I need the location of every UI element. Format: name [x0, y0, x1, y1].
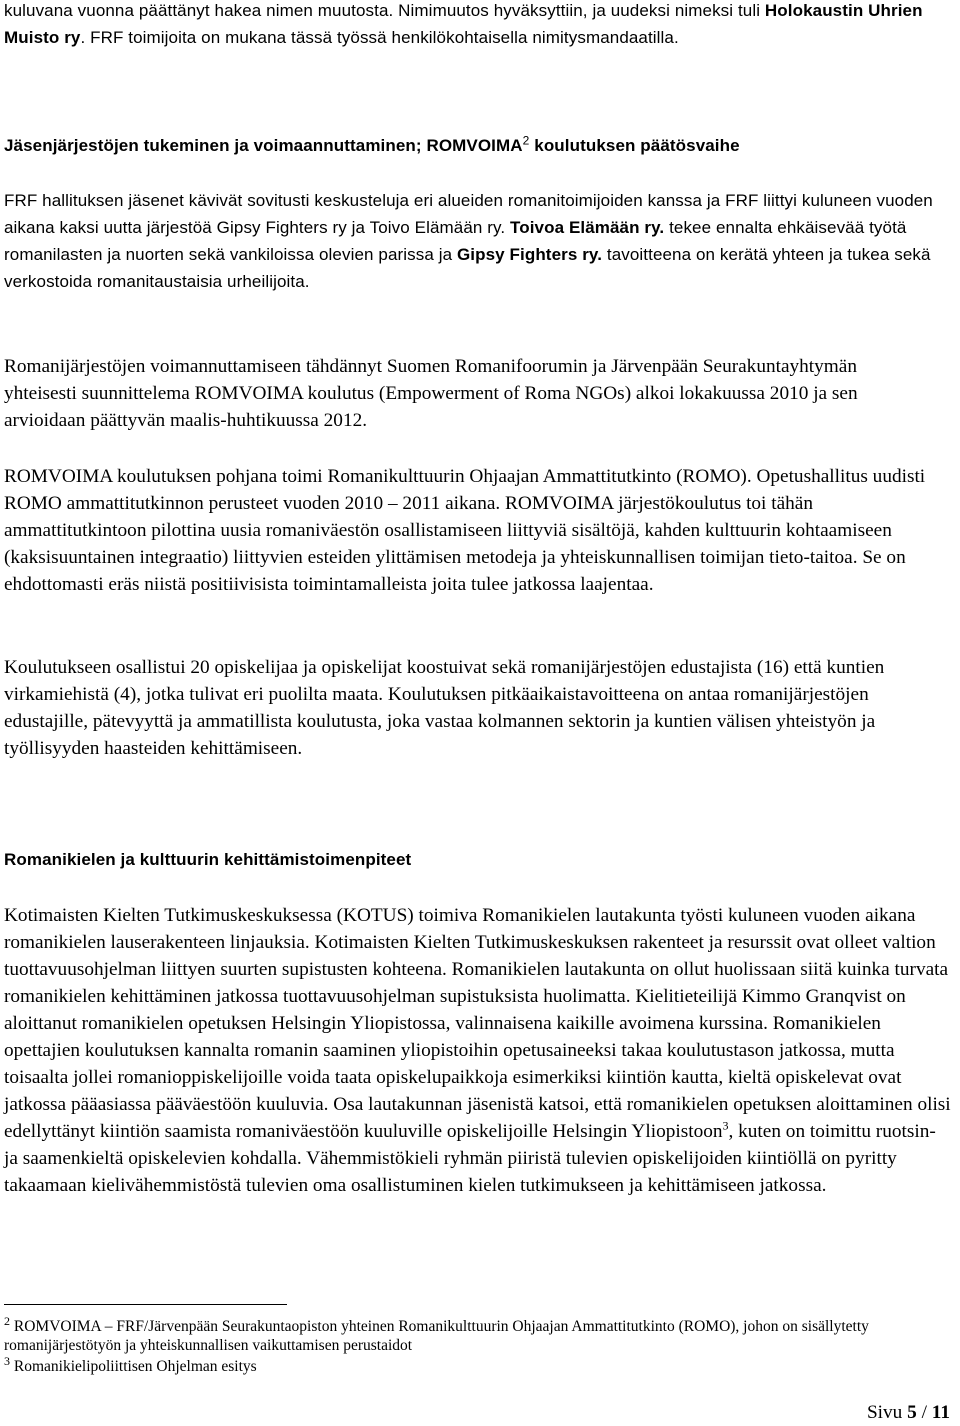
footnote-2	[4, 1313, 952, 1355]
section1-heading-text: Jäsenjärjestöjen tukeminen ja voimaannuttaminen; ROMVOIMA	[4, 136, 523, 155]
s2p1-text-2: , kuten on toimittu ruotsin- ja saamenkieltä opiskelevien kohdalla. Vähemmistökieli ryhmän piiristä tulevien opiskelijoiden kiintiöllä on pyritty takaamaan kielivähemmistöstä tulevien oma osallistuminen kielen tutkimukseen ja kehittämiseen jatkossa.	[4, 1121, 936, 1196]
s2p1-text-1: Kotimaisten Kielten Tutkimuskeskuksessa (KOTUS) toimiva Romanikielen lautakunta työsti kuluneen vuoden aikana romanikielen lauserakenteen linjauksia. Kotimaisten Kielten Tutkimuskeskuksen rakenteet ja resurssit ovat olleet valtion tuottavuusohjelman liittyen suurten supistusten kohteena. Romanikielen lautakunta on ollut huolissaan siitä kuinka turvata romanikielen kehittäminen jatkossa tuottavuusohjelman supistuksista huolimatta. Kielitieteilijä Kimmo Granqvist on aloittanut romanikielen opetuksen Helsingin Yliopistossa, valinnaisena kaikille avoimena kurssina. Romanikielen opettajien koulutuksen kannalta romanin saaminen yliopistoihin opetusaineeksi takaa koulutustason jatkossa, mutta toisaalta jollei romanioppiskelijoille voida taata opiskelupaikkoja esimerkiksi kiintiön kautta, kieltä opiskelevat ovat jatkossa pääasiassa pääväestöön kuuluvia. Osa lautakunnan jäsenistä katsoi, että romanikielen opetuksen aloittaminen olisi edellyttänyt kiintiön saamista romaniväestöön kuuluville opiskelijoille Helsingin Yliopistoon	[4, 905, 951, 1142]
footnote-2-number: 2	[4, 1313, 10, 1328]
section1-paragraph-1	[4, 187, 952, 295]
footnote-divider	[4, 1304, 287, 1305]
intro-name-bold: Holokaustin Uhrien Muisto ry	[4, 1, 923, 47]
footnote-3-number: 3	[4, 1353, 10, 1368]
section1-paragraph-4: Koulutukseen osallistui 20 opiskelijaa ja opiskelijat koostuivat sekä romanijärjestöjen edustajista (16) että kuntien virkamiehistä (4), jotka tulivat eri puolilta maata. Koulutuksen pitkäaikaistavoitteena on antaa romanijärjestöjen edustajille, pätevyyttä ja ammatillista koulutusta, joka vastaa kolmannen sektorin ja kuntien välisen yhteistyön ja työllisyyden haasteiden kehittämiseen.	[4, 657, 885, 759]
intro-text: kuluvana vuonna päättänyt hakea nimen muutosta. Nimimuutos hyväksyttiin, ja uudeksi nimeksi tuli	[4, 1, 765, 20]
page-number-label: Sivu	[866, 1402, 908, 1423]
footnote-ref-2: 2	[522, 133, 530, 148]
page-number-current: 5	[907, 1402, 917, 1423]
footnote-3	[4, 1353, 952, 1376]
s1p1-bold-2: Gipsy Fighters ry.	[456, 245, 603, 264]
footnote-ref-3: 3	[722, 1118, 729, 1133]
s1p1-text-1: FRF hallituksen jäsenet kävivät sovitusti keskusteluja eri alueiden romanitoimijoiden kanssa ja FRF liittyi kuluneen vuoden aikana kaksi uutta järjestöä Gipsy Fighters ry ja Toivo Elämään ry.	[4, 191, 933, 237]
section1-paragraph-2: Romanijärjestöjen voimannuttamiseen tähdännyt Suomen Romanifoorumin ja Järvenpään Seurakuntayhtymän yhteisesti suunnittelema ROMVOIMA koulutus (Empowerment of Roma NGOs) alkoi lokakuussa 2010 ja sen arvioidaan päättyvän maalis-huhtikuussa 2012.	[4, 356, 858, 431]
section1-paragraph-3: ROMVOIMA koulutuksen pohjana toimi Romanikulttuurin Ohjaajan Ammattitutkinto (ROMO). Opetushallitus uudisti ROMO ammattitutkinnon perusteet vuoden 2010 – 2011 aikana. ROMVOIMA järjestökoulutus toi tähän ammattitutkintoon pilottina uusia romaniväestön osallistamiseen liittyviä sisältöjä, kahden kulttuurin kohtaamiseen (kaksisuuntainen integraatio) liittyvien esteiden ylittämisen metodeja ja yhteiskunnallisen toimijan tieto-taitoa. Se on ehdottomasti eräs niistä positiivisista toimintamalleista joita tulee jatkossa laajentaa.	[4, 466, 926, 595]
section2-heading: Romanikielen ja kulttuurin kehittämistoimenpiteet	[4, 850, 412, 869]
footnote-2-text: ROMVOIMA – FRF/Järvenpään Seurakuntaopiston yhteinen Romanikulttuurin Ohjaajan Ammattitutkinto (ROMO), johon on sisällytetty romanijärjestötyön ja yhteiskunnallisen vaikuttamisen perustaidot	[4, 1318, 869, 1354]
s1p1-text-3: tavoitteena on kerätä yhteen ja tukea sekä verkostoida romanitaustaisia urheilijoita.	[4, 245, 931, 291]
page-number-separator: /	[916, 1402, 932, 1423]
section1-heading	[4, 132, 948, 159]
footnote-3-text: Romanikielipoliittisen Ohjelman esitys	[10, 1358, 257, 1375]
page-number-total: 11	[931, 1402, 950, 1423]
s1p1-bold-1: Toivoa Elämään ry.	[510, 218, 665, 237]
section2-paragraph-1	[4, 902, 952, 1199]
intro-tail: . FRF toimijoita on mukana tässä työssä henkilökohtaisella nimitysmandaatilla.	[80, 28, 679, 47]
section1-heading-tail: koulutuksen päätösvaihe	[529, 136, 740, 155]
s1p1-text-2: tekee ennalta ehkäisevää työtä romanilasten ja nuorten sekä vankiloissa olevien parissa ja	[4, 218, 907, 264]
intro-paragraph	[4, 0, 948, 51]
footnotes	[4, 1313, 952, 1376]
page-number	[867, 1399, 950, 1426]
